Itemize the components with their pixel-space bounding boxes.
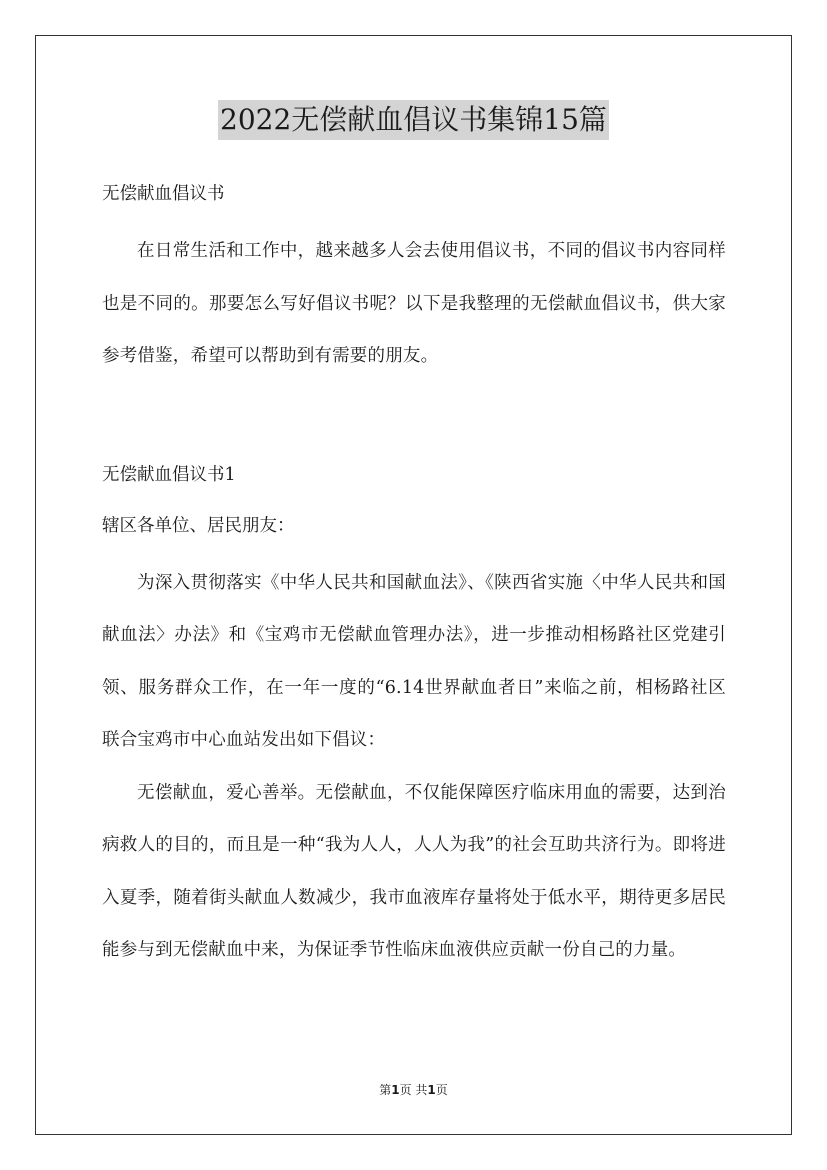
title-container <box>0 100 827 140</box>
document-title: 2022无偿献血倡议书集锦15篇 <box>218 100 609 140</box>
footer-page-current: 1 <box>391 1083 400 1097</box>
page-footer <box>0 1082 827 1098</box>
body-paragraph-1: 为深入贯彻落实《中华人民共和国献血法》、《陕西省实施〈中华人民共和国献血法〉办法》和《宝鸡市无偿献血管理办法》，进一步推动相杨路社区党建引领、服务群众工作，在一年一度的“6.14世界献血者日”来临之前，相杨路社区联合宝鸡市中心血站发出如下倡议： <box>102 572 726 750</box>
footer-page-suffix: 页 <box>435 1083 448 1097</box>
section-heading: 无偿献血倡议书1 <box>102 464 236 485</box>
intro-heading: 无偿献血倡议书 <box>102 184 225 204</box>
intro-paragraph: 在日常生活和工作中，越来越多人会去使用倡议书，不同的倡议书内容同样也是不同的。那要怎么写好倡议书呢？以下是我整理的无偿献血倡议书，供大家参考借鉴，希望可以帮助到有需要的朋友。 <box>102 241 726 366</box>
document-body <box>102 174 726 977</box>
footer-page-mid: 页 共 <box>399 1083 428 1097</box>
salutation: 辖区各单位、居民朋友： <box>102 515 295 536</box>
body-paragraph-2: 无偿献血，爱心善举。无偿献血，不仅能保障医疗临床用血的需要，达到治病救人的目的，而且是一种“我为人人，人人为我”的社会互助共济行为。即将进入夏季，随着街头献血人数减少，我市血液库存量将处于低水平，期待更多居民能参与到无偿献血中来，为保证季节性临床血液供应贡献一份自己的力量。 <box>102 782 726 960</box>
footer-page-prefix: 第 <box>379 1083 392 1097</box>
footer-page-total: 1 <box>427 1083 436 1097</box>
